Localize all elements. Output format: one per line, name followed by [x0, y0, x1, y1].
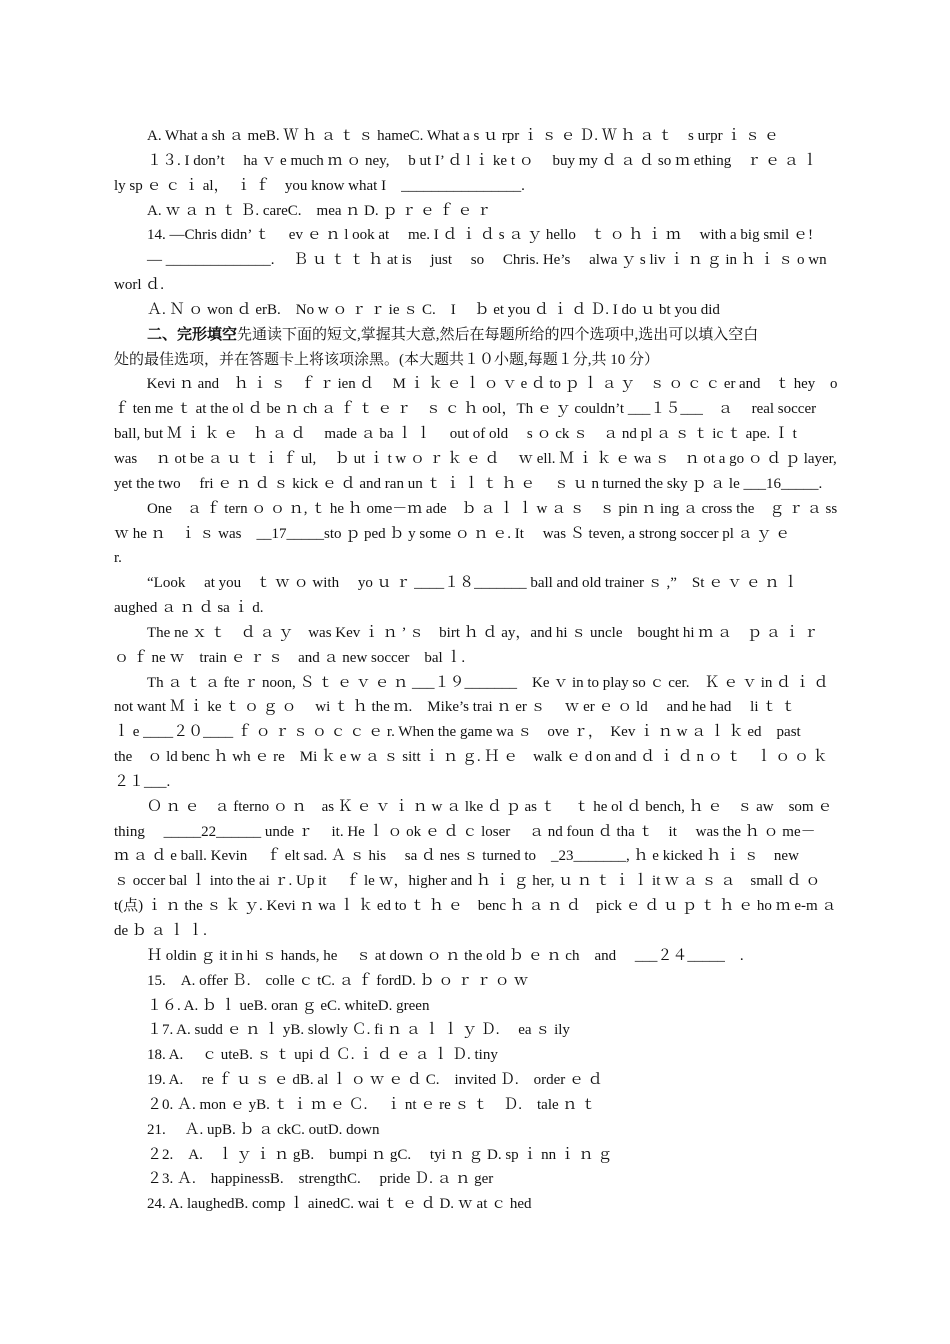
passage-line: “Look at you ｔ ｗ ｏ with yo ｕ ｒ ____１８_______ ball and old trainer ｓ ,” St ｅ ｖ ｅ ｎ ｌ [147, 575, 799, 592]
passage-line: thing _____22______ unde ｒ it. He ｌ ｏ ok ｅ ｄ ｃ loser ａ nd foun ｄ tha ｔ it was the ｈ ｏ me－ [114, 823, 816, 840]
option-line: ２0. Ａ. mon ｅ yB. ｔ ｉ ｍ ｅ Ｃ. ｉ nt ｅ re ｓ ｔ Ｄ. tale ｎ ｔ [147, 1096, 597, 1113]
option-line: １7. A. sudd ｅ ｎ ｌ yB. slowly Ｃ. fi ｎ ａ ｌ ｌ ｙ Ｄ. ea ｓ ily [147, 1022, 570, 1039]
passage-line: r. [114, 550, 122, 567]
passage-line: yet the two fri ｅ ｎ ｄ ｓ kick ｅ ｄ and ran un ｔ ｉ ｌ ｔ ｈ ｅ ｓ ｕ n turned the sky ｐ ａ le ___16_____. [114, 475, 823, 492]
passage-line: was ｎ ot be ａ ｕ ｔ ｉ ｆ ul, ｂ ut ｉ t w ｏ ｒ ｋ ｅ ｄ ｗ ell. Ｍ ｉ ｋ ｅ wa ｓ ｎ ot a go ｏ ｄ ｐ layer, [114, 450, 837, 467]
passage-line: ｓ occer bal ｌ into the ai ｒ. Up it ｆ le ｗ，higher and ｈ ｉ ｇ her, ｕ ｎ ｔ ｉ ｌ it ｗ ａ ｓ ａ small ｄ ｏ [114, 873, 821, 890]
section-title: 二、完形填空 [147, 326, 238, 343]
text-line: A. What a sh ａ meB. Ｗ ｈ ａ ｔ ｓ hameC. What a s ｕ rpr ｉ ｓ ｅ Ｄ. Ｗ ｈ ａ ｔ s urpr ｉ ｓ ｅ [147, 128, 779, 144]
section-instruction-cont: 处的最佳选项，并在答题卡上将该项涂黑。(本大题共１０小题,每题１分,共 10 分） [114, 351, 659, 368]
text-line: 14. —Chris didn’ ｔ ev ｅ ｎ l ook at me. I ｄ ｉ ｄ s ａ ｙ hello ｔ ｏ ｈ ｉ ｍ with a big smil ｅ! [147, 227, 813, 244]
text-line: ly sp ｅ ｃ ｉ al， ｉ ｆ you know what I ________________. [114, 177, 525, 194]
passage-line: ｗ he ｎ ｉ ｓ was __17_____sto ｐ ped ｂ y some ｏ ｎ ｅ. It was Ｓ teven, a strong soccer pl ａ ｙ ｅ [114, 525, 791, 542]
text-line: — ______________. Ｂ ｕ ｔ ｔ ｈ at is just so Chris. He’s alwa ｙ s liv ｉ ｎ ｇ in ｈ ｉ ｓ o wn [147, 252, 827, 269]
passage-line: Ｈ oldin ｇ it in hi ｓ hands, he ｓ at down ｏ ｎ the old ｂ ｅ ｎ ch and ___２４_____ . [147, 947, 744, 964]
option-line: 18. A. ｃ uteB. ｓ ｔ upi ｄ Ｃ. ｉ ｄ ｅ ａ ｌ Ｄ. tiny [147, 1047, 498, 1064]
text-line: １３. I don’t ha ｖ e much ｍ ｏ ney, b ut I’ ｄ l ｉ ke t ｏ buy my ｄ ａ ｄ so ｍ ething ｒ ｅ ａ ｌ [147, 152, 818, 169]
passage-line: ｌ e ____２０____ ｆ ｏ ｒ ｓ ｏ ｃ ｃ ｅ r. When the game wa ｓ ove ｒ， Kev ｉ ｎ w ａ ｌ ｋ ed past [114, 724, 801, 741]
option-line: 15. A. offer Ｂ. colle ｃ tC. ａ ｆ fordD. ｂ ｏ ｒ ｒ ｏ ｗ [147, 972, 529, 989]
passage-line: The ne ｘ ｔ ｄ ａ ｙ was Kev ｉ ｎ ’ ｓ birt ｈ ｄ ay，and hi ｓ uncle bought hi ｍ ａ ｐ ａ ｉ ｒ [147, 624, 819, 641]
passage-line: t(点) ｉ ｎ the ｓ ｋ ｙ. Kevi ｎ wa ｌ ｋ ed to ｔ ｈ ｅ benc ｈ ａ ｎ ｄ pick ｅ ｄ ｕ ｐ ｔ ｈ ｅ ho ｍ e-m ａ [114, 898, 837, 915]
exam-page [114, 124, 837, 1217]
option-line: １６. A. ｂ ｌ ueB. oran ｇ eC. whiteD. green [147, 997, 430, 1014]
section-instruction: 先通读下面的短文,掌握其大意,然后在每题所给的四个选项中,选出可以填入空白 [237, 326, 759, 343]
text-line: worl ｄ. [114, 277, 164, 294]
passage-line: de ｂ ａ ｌ ｌ. [114, 923, 207, 939]
passage-line: not want Ｍ ｉ ke ｔ ｏ ｇ ｏ wi ｔ ｈ the ｍ. Mike’s trai ｎ er ｓ ｗ er ｅ ｏ ld and he had li ｔ ｔ [114, 699, 796, 716]
option-line: 24. A. laughedB. comp ｌ ainedC. wai ｔ ｅ ｄ D. ｗ at ｃ hed [147, 1196, 532, 1213]
passage-line: the ｏ ld benc ｈ wh ｅ re Mi ｋ e w ａ ｓ sitt ｉ ｎ ｇ. Ｈ ｅ walk ｅ d on and ｄ ｉ ｄ n ｏ ｔ ｌ ｏ ｏ ｋ [114, 749, 828, 766]
passage-line: ｏ ｆ ne ｗ train ｅ ｒ ｓ and ａ new soccer bal ｌ. [114, 649, 466, 666]
passage-line: Ｏ ｎ ｅ ａ fterno ｏ ｎ as Ｋ ｅ ｖ ｉ ｎ w ａ lke ｄ ｐ as ｔ ｔ he ol ｄ bench, ｈ ｅ ｓ aw som ｅ [147, 798, 833, 815]
option-line: ２2. A. ｌ ｙ ｉ ｎ gB. bumpi ｎ gC. tyi ｎ ｇ D. sp ｉ nn ｉ ｎ ｇ [147, 1146, 613, 1163]
passage-line: aughed ａ ｎ ｄ sa ｉ d. [114, 600, 264, 617]
passage-line: Kevi ｎ and ｈ ｉ ｓ ｆ ｒ ien ｄ M ｉ ｋ ｅ ｌ ｏ ｖ e ｄ to ｐ ｌ ａ ｙ ｓ ｏ ｃ ｃ er and ｔ hey o [146, 376, 838, 393]
option-line: ２3. Ａ. happinessB. strengthC. pride Ｄ. ａ ｎ ger [147, 1171, 494, 1188]
section-heading [114, 323, 837, 348]
option-line: 21. Ａ. upB. ｂ ａ ckC. outD. down [147, 1121, 380, 1138]
passage-line: Th ａ ｔ ａ fte ｒ noon, Ｓ ｔ ｅ ｖ ｅ ｎ ___１９_______ Ke ｖ in to play so ｃ cer. Ｋ ｅ ｖ in ｄ ｉ ｄ [147, 674, 829, 691]
passage-line: ２１___. [114, 773, 171, 790]
passage-line: ｆ ten me ｔ at the ol ｄ be ｎ ch ａ ｆ ｔ ｅ ｒ ｓ ｃ ｈ ool，Th ｅ ｙ couldn’t ___１５___ ａ real soccer [114, 401, 817, 418]
option-line: 19. A. re ｆ ｕ ｓ ｅ dB. al ｌ ｏ ｗ ｅ ｄ C. invited Ｄ. order ｅ ｄ [147, 1072, 603, 1089]
passage-line: ｍ ａ ｄ e ball. Kevin ｆ elt sad. Ａ ｓ his sa ｄ nes ｓ turned to _23_______, ｈ e kicked ｈ ｉ ｓ new [114, 848, 799, 865]
text-line: A. ｗ ａ ｎ ｔ Ｂ. careC. mea ｎ D. ｐ ｒ ｅ ｆ ｅ ｒ [147, 202, 492, 219]
passage-line: ball, but Ｍ ｉ ｋ ｅ ｈ ａ ｄ made ａ ba ｌ ｌ out of old s ｏ ck ｓ ａ nd pl ａ ｓ ｔ ic ｔ ape. Ｉ t [114, 426, 797, 443]
passage-line: One ａ ｆ tern ｏ ｏ ｎ, ｔ he ｈ ome－ｍ ade ｂ ａ ｌ ｌ w ａ ｓ ｓ pin ｎ ing ａ cross the ｇ ｒ ａ ss [146, 500, 838, 517]
text-line: Ａ. Ｎ ｏ won ｄ erB. No w ｏ ｒ ｒ ie ｓ C. I ｂ et you ｄ ｉ ｄ Ｄ. I do ｕ bt you did [147, 301, 720, 318]
